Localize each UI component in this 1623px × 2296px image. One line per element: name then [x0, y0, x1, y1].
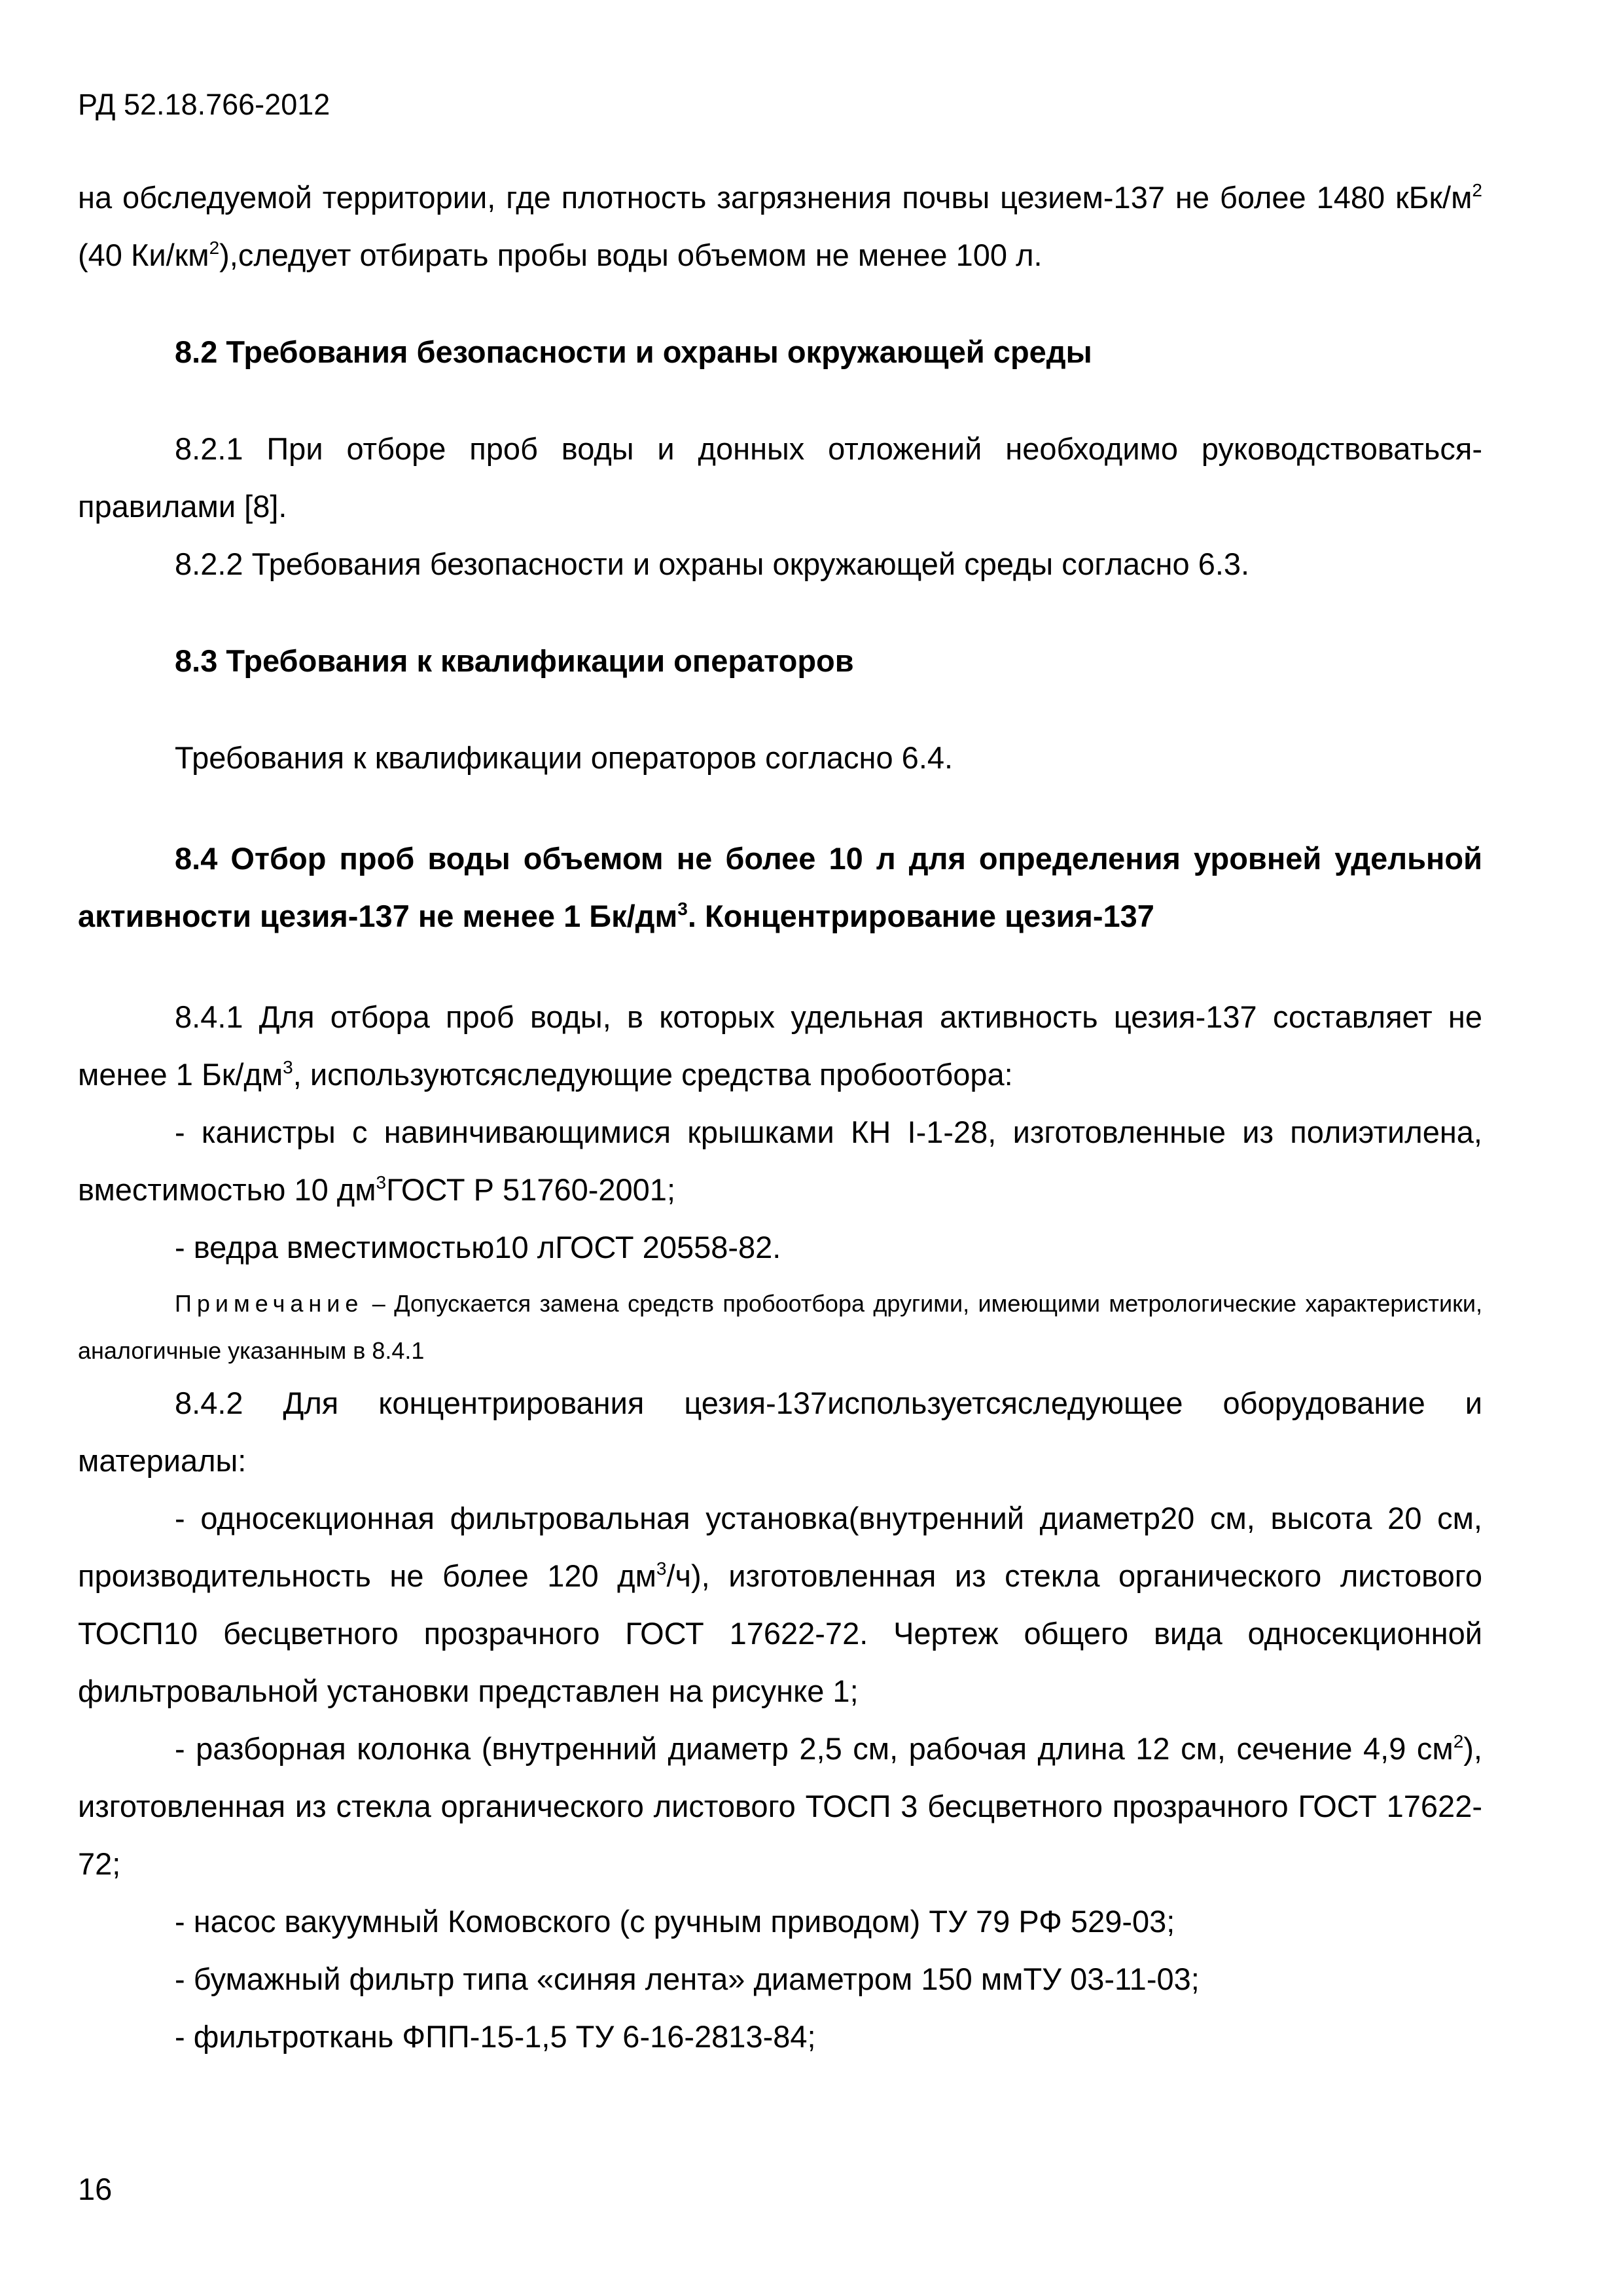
page-content: [78, 169, 1482, 2066]
list-item-buckets: - ведра вместимостью10 лГОСТ 20558-82.: [175, 1230, 781, 1265]
paragraph-8-3: Требования к квалификации операторов согласно 6.4.: [175, 740, 954, 775]
list-item-filter-unit: - односекционная фильтровальная установка(внутренний диаметр20 см, высота 20 см, производительность не более 120 $дм^3/ч$), изготовленная из стекла органического листового ТОСП10 бесцветного прозрачного ГОСТ 17622-72. Чертеж общего вида односекционной фильтровальной установки представлен на рисунке 1;: [78, 1501, 1482, 1708]
list-item-column: - разборная колонка (внутренний диаметр 2,5 см, рабочая длина 12 см, сечение 4,9 $см^2$), изготовленная из стекла органического листового ТОСП 3 бесцветного прозрачного ГОСТ 17622-72;: [78, 1731, 1482, 1881]
note-label: Примечание: [175, 1290, 364, 1317]
paragraph-8-2-2: 8.2.2 Требования безопасности и охраны окружающей среды согласно 6.3.: [175, 547, 1250, 581]
document-code-header: РД 52.18.766-2012: [78, 88, 330, 121]
paragraph-8-4-1: 8.4.1 Для отбора проб воды, в которых удельная активность цезия-137 составляет не менее 1 $Бк/дм^3$, используютсяследующие средства пробоотбора:: [78, 999, 1482, 1092]
heading-8-3: 8.3 Требования к квалификации операторов: [175, 643, 854, 678]
note-paragraph: Примечание – Допускается замена средств пробоотбора другими, имеющими метрологические характеристики, аналогичные указанным в 8.4.1: [78, 1290, 1482, 1364]
list-item-canisters: - канистры с навинчивающимися крышками КН I-1-28, изготовленные из полиэтилена, вместимостью 10 $дм^3ГОСТ$ Р 51760-2001;: [78, 1115, 1482, 1207]
list-item-fabric: - фильтроткань ФПП-15-1,5 ТУ 6-16-2813-84;: [175, 2019, 816, 2054]
list-item-pump: - насос вакуумный Комовского (с ручным приводом) ТУ 79 РФ 529-03;: [175, 1904, 1175, 1939]
paragraph-8-2-1: 8.2.1 При отборе проб воды и донных отложений необходимо руководствоваться-правилами [8].: [78, 431, 1482, 524]
heading-8-2: 8.2 Требования безопасности и охраны окружающей среды: [175, 334, 1092, 369]
heading-8-4: 8.4 Отбор проб воды объемом не более 10 л для определения уровней удельной активности цезия-137 не менее 1 $Бк/дм^3$. Концентрирование цезия-137: [78, 841, 1482, 933]
page-number: 16: [78, 2172, 113, 2206]
continuation-paragraph: на обследуемой территории, где плотность загрязнения почвы цезием-137 не более 1480 кБк/$м^2$ (40 $Ки/км^2),следует$ отбирать пробы воды объемом не менее 100 л.: [78, 179, 1482, 272]
paragraph-8-4-2: 8.4.2 Для концентрирования цезия-137используетсяследующее оборудование и материалы:: [78, 1386, 1482, 1478]
list-item-paper-filter: - бумажный фильтр типа «синяя лента» диаметром 150 ммТУ 03-11-03;: [175, 1962, 1200, 1996]
